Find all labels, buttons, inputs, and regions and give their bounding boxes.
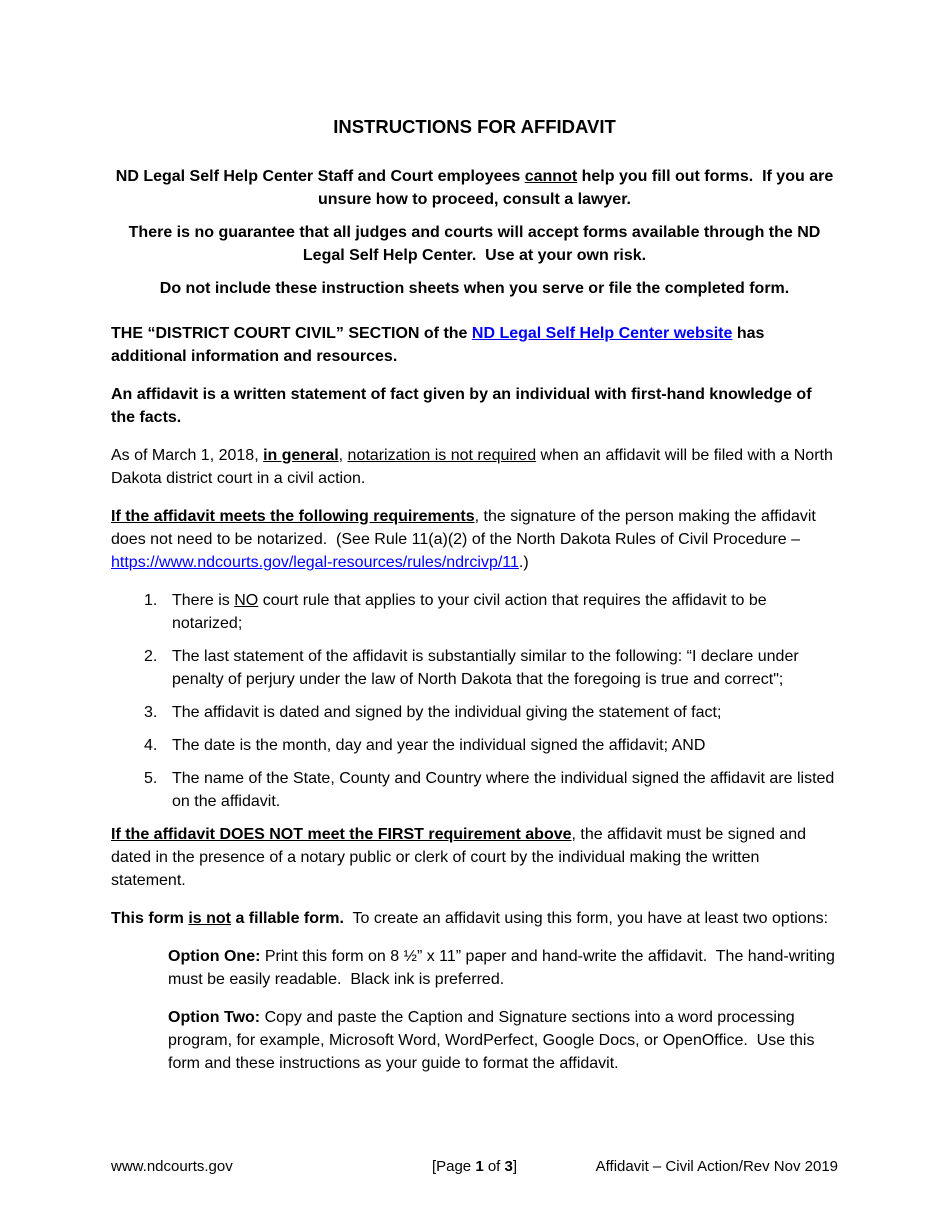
list-number: 1. <box>144 592 158 609</box>
list-item <box>111 701 838 724</box>
text-run: 3 <box>504 1158 513 1175</box>
text-run: The last statement of the affidavit is substantially similar to the following: “I declare under penalty of perjury under the law of North Dakota that the foregoing is true and correct"; <box>172 648 799 688</box>
text-run: If the affidavit DOES NOT meet the FIRST requirement above <box>111 826 572 843</box>
paragraph <box>111 322 838 368</box>
paragraph <box>111 221 838 267</box>
text-run: help you fill out forms. If you are unsure how to proceed, consult a lawyer. <box>318 168 834 208</box>
text-run: ] <box>512 1158 518 1175</box>
text-run: [Page <box>431 1158 476 1175</box>
list-number: 3. <box>144 704 158 721</box>
text-run: court rule that applies to your civil action that requires the affidavit to be notarized; <box>172 592 767 632</box>
list-number: 5. <box>144 770 158 787</box>
page-footer <box>111 1157 838 1177</box>
paragraph <box>111 444 838 490</box>
text-run: , <box>338 447 348 464</box>
text-run: when an affidavit will be filed with a North Dakota district court in a civil action. <box>111 447 833 487</box>
footer-document-id: Affidavit – Civil Action/Rev Nov 2019 <box>595 1158 838 1175</box>
text-run: To create an affidavit using this form, you have at least two options: <box>343 910 829 927</box>
paragraph <box>111 505 838 574</box>
text-run: Print this form on 8 ½” x 11” paper and hand-write the affidavit. The hand-writing must be easily readable. Black ink is preferred. <box>168 948 835 988</box>
list-item-text <box>172 645 838 691</box>
page-title: INSTRUCTIONS FOR AFFIDAVIT <box>333 116 616 137</box>
text-run: 1 <box>475 1158 484 1175</box>
paragraph <box>168 945 838 991</box>
text-run: There is <box>172 592 235 609</box>
text-run: Option Two: <box>168 1009 265 1026</box>
list-item-text <box>172 767 838 813</box>
text-run: is not <box>188 910 232 927</box>
text-run: has additional information and resources. <box>111 325 765 365</box>
text-run: notarization is not required <box>347 447 537 464</box>
text-run: .) <box>518 554 529 571</box>
text-run: The date is the month, day and year the individual signed the affidavit; AND <box>172 737 706 754</box>
list-item <box>111 645 838 691</box>
list-item-text <box>172 734 838 757</box>
footer-website: www.ndcourts.gov <box>111 1158 233 1175</box>
text-run: of <box>483 1158 505 1175</box>
text-run: Do not include these instruction sheets when you serve or file the completed form. <box>159 280 790 297</box>
text-run: ND Legal Self Help Center Staff and Court employees <box>115 168 525 185</box>
footer-page-number <box>432 1157 517 1177</box>
paragraph <box>111 277 838 300</box>
paragraph <box>111 383 838 429</box>
list-item-text <box>172 589 838 635</box>
list-item <box>111 734 838 757</box>
paragraph <box>111 823 838 892</box>
list-item <box>111 589 838 635</box>
text-run: Copy and paste the Caption and Signature sections into a word processing program, for example, Microsoft Word, WordPerfect, Google Docs, or OpenOffice. Use this form and these instructions as your guide to format the affidavit. <box>168 1009 815 1072</box>
paragraph <box>168 1006 838 1075</box>
paragraph <box>111 907 838 930</box>
text-run: THE “DISTRICT COURT CIVIL” SECTION of the <box>111 325 472 342</box>
text-run: If the affidavit meets the following requirements <box>111 508 475 525</box>
text-run: cannot <box>524 168 578 185</box>
text-run: The name of the State, County and Country where the individual signed the affidavit are listed on the affidavit. <box>172 770 835 810</box>
text-run: in general <box>263 447 339 464</box>
list-item-text <box>172 701 838 724</box>
text-run: An affidavit is a written statement of fact given by an individual with first-hand knowledge of the facts. <box>111 386 812 426</box>
text-run: , the affidavit must be signed and dated in the presence of a notary public or clerk of court by the individual making the written statement. <box>111 826 807 889</box>
list-item <box>111 767 838 813</box>
text-run: There is no guarantee that all judges and courts will accept forms available through the ND Legal Self Help Center. Use at your own risk. <box>128 224 821 264</box>
document-body <box>111 165 838 1075</box>
text-run: NO <box>234 592 259 609</box>
text-run: a fillable form. <box>231 910 344 927</box>
list-number: 2. <box>144 648 158 665</box>
text-run: As of March 1, 2018, <box>111 447 264 464</box>
paragraph <box>111 165 838 211</box>
text-run: , the signature of the person making the affidavit does not need to be notarized. (See Rule 11(a)(2) of the North Dakota Rules of Civil Procedure – <box>111 508 816 548</box>
text-run: This form <box>111 910 189 927</box>
text-run: The affidavit is dated and signed by the individual giving the statement of fact; <box>172 704 722 721</box>
hyperlink[interactable]: https://www.ndcourts.gov/legal-resources/rules/ndrcivp/11 <box>111 554 519 571</box>
list-number: 4. <box>144 737 158 754</box>
hyperlink[interactable]: ND Legal Self Help Center website <box>471 325 733 342</box>
text-run: Option One: <box>168 948 265 965</box>
